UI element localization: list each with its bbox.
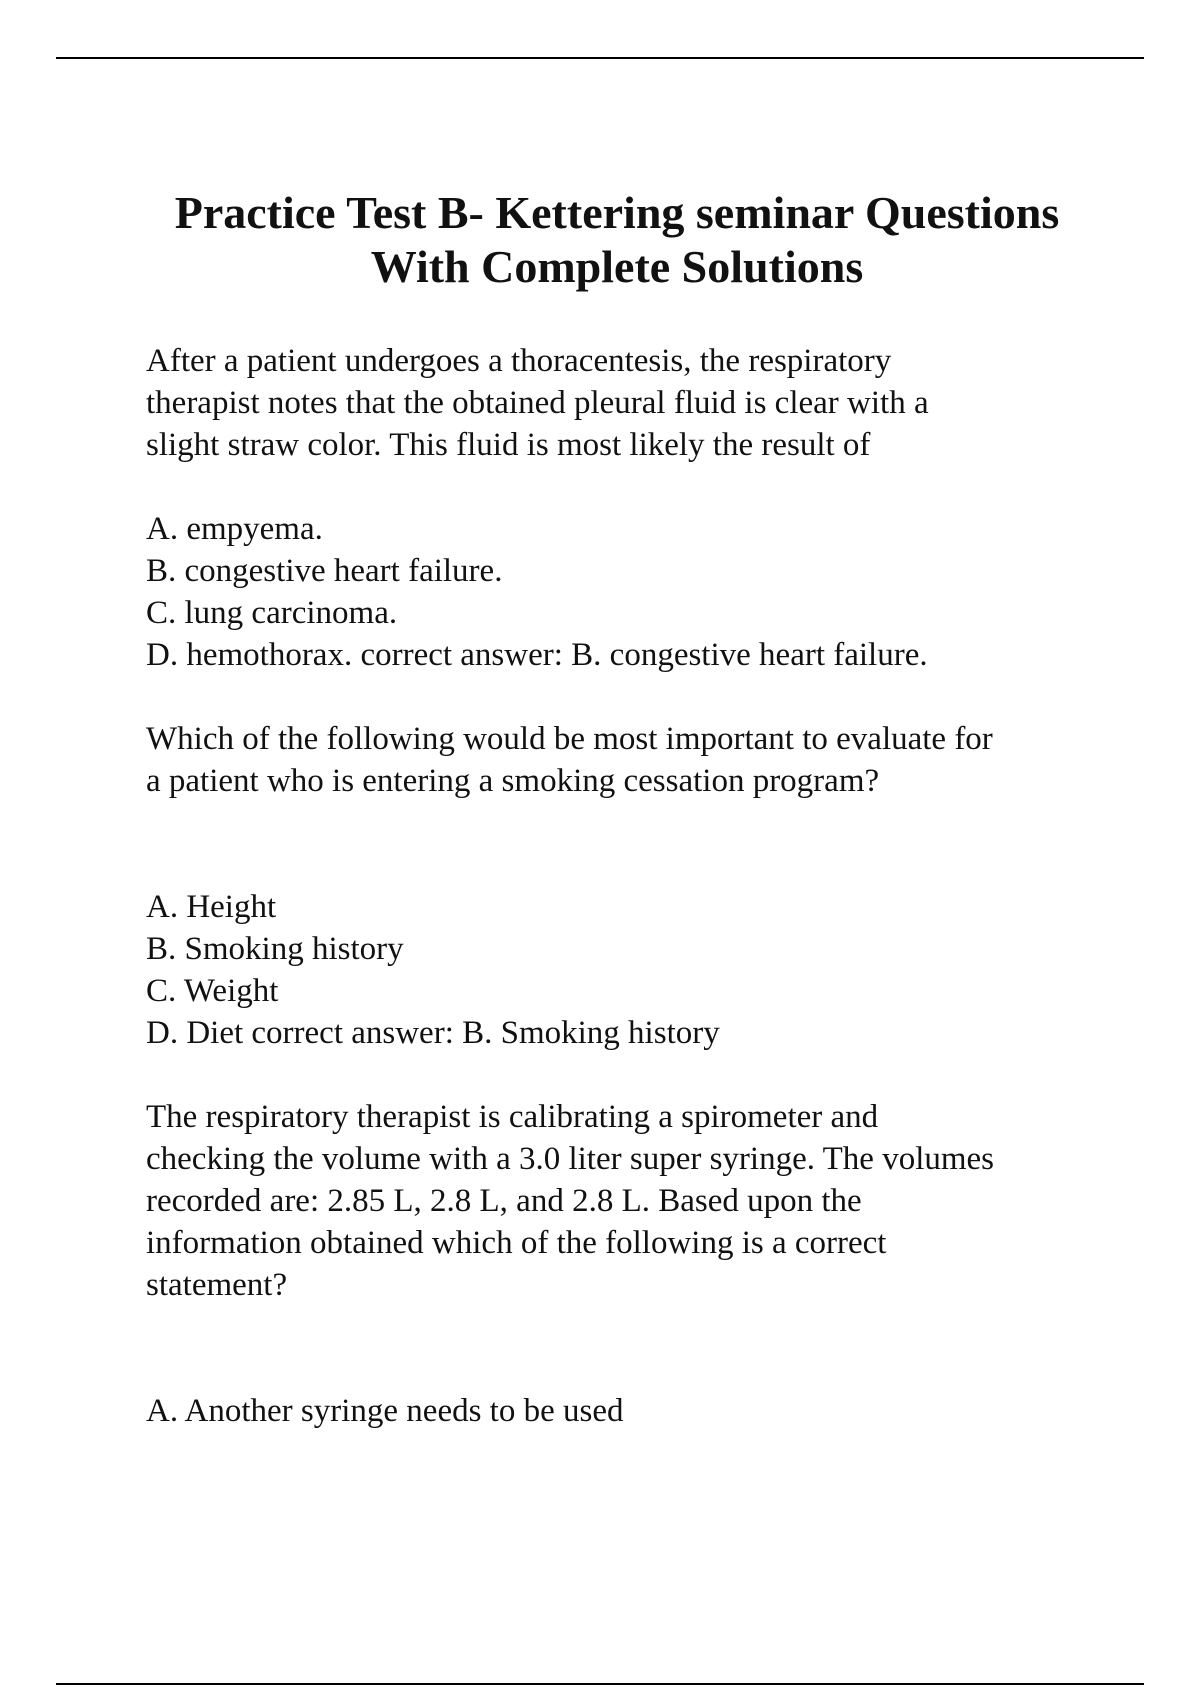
question-text-line: statement? — [146, 1267, 288, 1303]
question-text-line: recorded are: 2.85 L, 2.8 L, and 2.8 L. Based upon the — [146, 1183, 862, 1219]
question-text-line: The respiratory therapist is calibrating a spirometer and — [146, 1099, 879, 1135]
answer-option: B. congestive heart failure. — [146, 553, 503, 589]
question-text-line: therapist notes that the obtained pleural fluid is clear with a — [146, 385, 929, 421]
answer-option: A. Height — [146, 889, 277, 925]
spacer — [146, 676, 1146, 718]
question-3-stem — [146, 1096, 1146, 1306]
question-3-options — [146, 1390, 1146, 1432]
header-rule — [56, 57, 1144, 59]
question-2-stem — [146, 718, 1146, 802]
title-line: With Complete Solutions — [370, 241, 864, 292]
question-text-line: a patient who is entering a smoking cessation program? — [146, 763, 880, 799]
document-title — [100, 186, 1134, 294]
footer-rule — [56, 1683, 1144, 1685]
spacer — [146, 1306, 1146, 1390]
answer-option: C. lung carcinoma. — [146, 595, 398, 631]
spacer — [146, 1054, 1146, 1096]
question-text-line: information obtained which of the following is a correct — [146, 1225, 887, 1261]
question-1-options — [146, 508, 1146, 676]
answer-option: A. Another syringe needs to be used — [146, 1393, 624, 1429]
question-text-line: Which of the following would be most important to evaluate for — [146, 721, 993, 757]
answer-option-with-correct-answer: D. Diet correct answer: B. Smoking history — [146, 1015, 720, 1051]
document-body — [146, 340, 1146, 1432]
question-text-line: checking the volume with a 3.0 liter super syringe. The volumes — [146, 1141, 995, 1177]
answer-option: C. Weight — [146, 973, 279, 1009]
question-text-line: slight straw color. This fluid is most likely the result of — [146, 427, 871, 463]
question-1-stem — [146, 340, 1146, 466]
question-2-options — [146, 886, 1146, 1054]
answer-option: A. empyema. — [146, 511, 323, 547]
spacer — [146, 802, 1146, 886]
answer-option-with-correct-answer: D. hemothorax. correct answer: B. congestive heart failure. — [146, 637, 928, 673]
title-line: Practice Test B- Kettering seminar Questions — [174, 187, 1060, 238]
question-text-line: After a patient undergoes a thoracentesis, the respiratory — [146, 343, 892, 379]
spacer — [146, 466, 1146, 508]
answer-option: B. Smoking history — [146, 931, 404, 967]
